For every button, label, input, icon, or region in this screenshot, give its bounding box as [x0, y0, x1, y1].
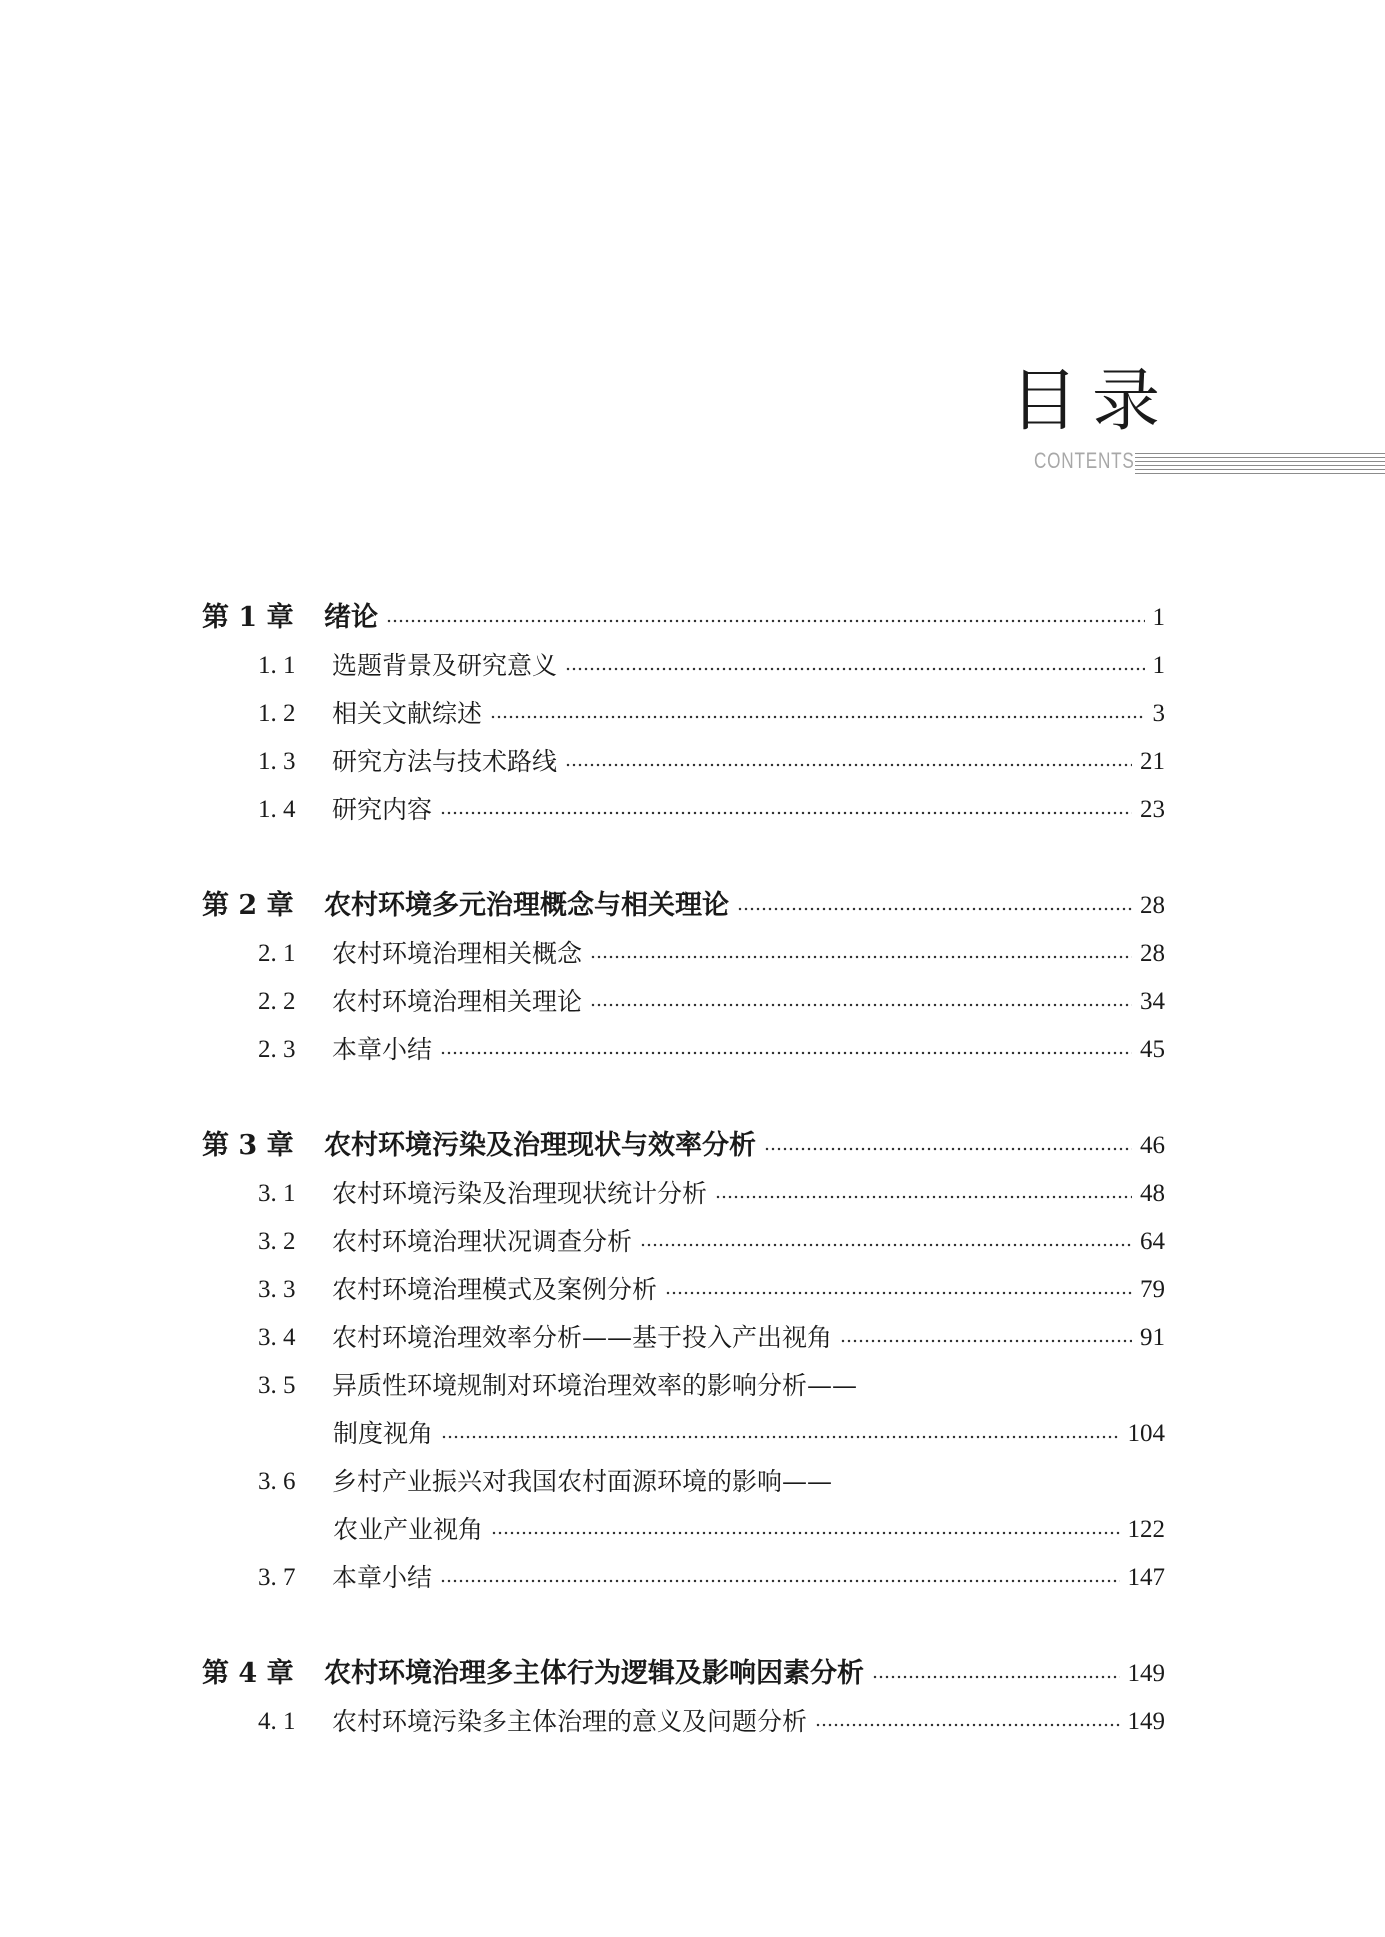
dot-leader [490, 715, 1144, 719]
dot-leader [440, 1579, 1119, 1583]
section-title: 农业产业视角 [333, 1515, 484, 1544]
toc-section-entry[interactable] [333, 1510, 1165, 1550]
page-number: 23 [1140, 796, 1165, 823]
page-number: 122 [1127, 1516, 1165, 1543]
dot-leader [737, 907, 1132, 911]
page-number: 149 [1127, 1660, 1165, 1687]
section-title: 农村环境治理效率分析——基于投入产出视角 [332, 1323, 833, 1352]
section-number: 3. 7 [258, 1564, 296, 1591]
toc-section-entry[interactable] [258, 982, 1165, 1022]
dot-leader [590, 1003, 1132, 1007]
section-number: 2. 2 [258, 988, 296, 1015]
toc-section-entry[interactable] [258, 1558, 1165, 1598]
toc-section-entry[interactable] [258, 646, 1165, 686]
toc-section-entry[interactable] [258, 1270, 1165, 1310]
section-number: 3. 4 [258, 1324, 296, 1351]
page-number: 79 [1140, 1276, 1165, 1303]
dot-leader [872, 1675, 1120, 1679]
toc-section-entry[interactable] [258, 742, 1165, 782]
section-title: 乡村产业振兴对我国农村面源环境的影响—— [332, 1467, 833, 1496]
dot-leader [565, 763, 1132, 767]
section-title: 异质性环境规制对环境治理效率的影响分析—— [332, 1371, 858, 1400]
page-number: 1 [1152, 604, 1165, 631]
section-number: 3. 6 [258, 1468, 296, 1495]
section-number: 4. 1 [258, 1708, 296, 1735]
dot-leader [386, 619, 1145, 623]
toc-chapter-entry[interactable] [202, 598, 1165, 638]
toc-chapter-entry[interactable] [202, 886, 1165, 926]
page-number: 48 [1140, 1180, 1165, 1207]
page-number: 1 [1152, 652, 1165, 679]
page-number: 34 [1140, 988, 1165, 1015]
section-number: 3. 5 [258, 1372, 296, 1399]
toc-section-entry[interactable] [258, 1030, 1165, 1070]
page-number: 64 [1140, 1228, 1165, 1255]
dot-leader [441, 1435, 1119, 1439]
chapter-number: 第 4 章 [202, 1658, 294, 1689]
toc-chapter-entry[interactable] [202, 1654, 1165, 1694]
chapter-number: 第 1 章 [202, 602, 294, 633]
chapter-title: 农村环境治理多主体行为逻辑及影响因素分析 [324, 1658, 864, 1689]
toc-section-entry[interactable] [258, 1174, 1165, 1214]
page-number: 3 [1152, 700, 1165, 727]
chapter-title: 农村环境污染及治理现状与效率分析 [324, 1130, 756, 1161]
section-title: 农村环境治理相关概念 [332, 939, 583, 968]
page-number: 91 [1140, 1324, 1165, 1351]
page-subtitle: CONTENTS [1034, 448, 1135, 473]
toc-section-entry[interactable] [258, 1318, 1165, 1358]
section-title: 农村环境污染多主体治理的意义及问题分析 [332, 1707, 808, 1736]
title-decorative-rules [1135, 453, 1385, 475]
toc-section-entry[interactable] [258, 1702, 1165, 1742]
section-number: 3. 3 [258, 1276, 296, 1303]
dot-leader [665, 1291, 1132, 1295]
toc-section-entry[interactable] [333, 1414, 1165, 1454]
section-number: 1. 1 [258, 652, 296, 679]
section-title: 本章小结 [332, 1035, 433, 1064]
dot-leader [640, 1243, 1132, 1247]
section-title: 制度视角 [333, 1419, 434, 1448]
dot-leader [840, 1339, 1132, 1343]
page-number: 28 [1140, 892, 1165, 919]
section-number: 3. 1 [258, 1180, 296, 1207]
chapter-number: 第 2 章 [202, 890, 294, 921]
page-number: 28 [1140, 940, 1165, 967]
page-number: 46 [1140, 1132, 1165, 1159]
dot-leader [565, 667, 1144, 671]
dot-leader [815, 1723, 1119, 1727]
dot-leader [491, 1531, 1119, 1535]
page-title: 目录 [1010, 362, 1175, 441]
toc-section-entry[interactable] [258, 1366, 1165, 1406]
page-number: 21 [1140, 748, 1165, 775]
section-title: 农村环境治理状况调查分析 [332, 1227, 633, 1256]
section-title: 研究内容 [332, 795, 433, 824]
section-title: 研究方法与技术路线 [332, 747, 558, 776]
chapter-number: 第 3 章 [202, 1130, 294, 1161]
toc-chapter-entry[interactable] [202, 1126, 1165, 1166]
section-title: 农村环境治理相关理论 [332, 987, 583, 1016]
toc-heading [1010, 362, 1385, 488]
toc-section-entry[interactable] [258, 790, 1165, 830]
section-title: 农村环境污染及治理现状统计分析 [332, 1179, 708, 1208]
page-number: 149 [1127, 1708, 1165, 1735]
section-number: 3. 2 [258, 1228, 296, 1255]
toc-section-entry[interactable] [258, 694, 1165, 734]
section-title: 选题背景及研究意义 [332, 651, 558, 680]
dot-leader [590, 955, 1132, 959]
section-title: 相关文献综述 [332, 699, 483, 728]
toc-section-entry[interactable] [258, 1222, 1165, 1262]
dot-leader [440, 1051, 1132, 1055]
page-number: 147 [1127, 1564, 1165, 1591]
section-number: 1. 2 [258, 700, 296, 727]
page-number: 104 [1127, 1420, 1165, 1447]
toc-section-entry[interactable] [258, 1462, 1165, 1502]
chapter-title: 农村环境多元治理概念与相关理论 [324, 890, 729, 921]
section-number: 2. 1 [258, 940, 296, 967]
dot-leader [764, 1147, 1132, 1151]
section-title: 本章小结 [332, 1563, 433, 1592]
section-number: 2. 3 [258, 1036, 296, 1063]
dot-leader [715, 1195, 1132, 1199]
toc-section-entry[interactable] [258, 934, 1165, 974]
dot-leader [440, 811, 1132, 815]
page-number: 45 [1140, 1036, 1165, 1063]
section-title: 农村环境治理模式及案例分析 [332, 1275, 658, 1304]
section-number: 1. 4 [258, 796, 296, 823]
chapter-title: 绪论 [324, 602, 378, 633]
section-number: 1. 3 [258, 748, 296, 775]
